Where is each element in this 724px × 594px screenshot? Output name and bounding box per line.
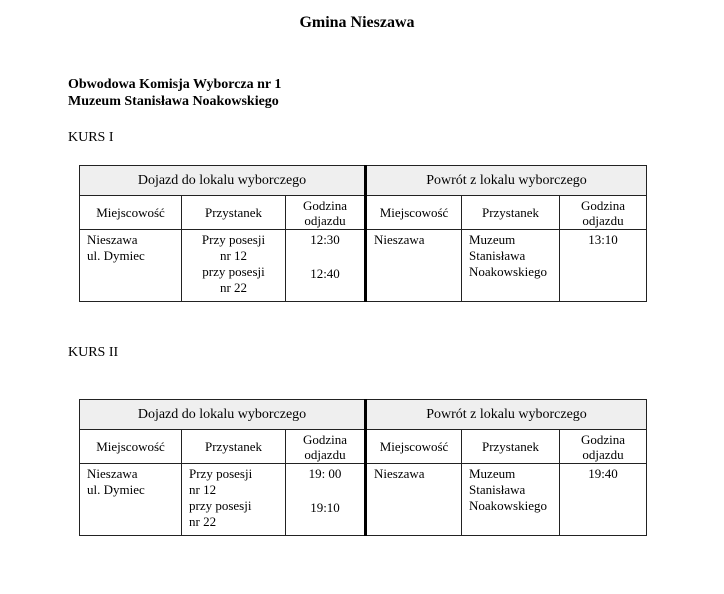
col-godzina-dojazd	[286, 196, 366, 230]
col-przystanek-dojazd: Przystanek	[182, 430, 286, 464]
col-przystanek-powrot: Przystanek	[462, 196, 560, 230]
page-title: Gmina Nieszawa	[299, 14, 415, 31]
dojazd-przystanek-cell	[182, 464, 286, 536]
miejscowosc-street: ul. Dymiec	[87, 248, 145, 263]
powrot-miejscowosc-cell: Nieszawa	[366, 230, 462, 302]
table-column-header-row	[80, 196, 647, 230]
powrot-godzina-cell: 19:40	[560, 464, 647, 536]
kurs-2-label: KURS II	[68, 345, 119, 360]
col-przystanek-powrot: Przystanek	[462, 430, 560, 464]
powrot-header: Powrót z lokalu wyborczego	[366, 400, 647, 430]
przystanek-line: nr 12	[189, 482, 217, 497]
przystanek-line: Przy posesji	[201, 232, 266, 247]
godzina-label: Godzina	[580, 197, 626, 213]
kurs-1-schedule-table	[79, 165, 647, 302]
commission-name: Obwodowa Komisja Wyborcza nr 1	[68, 77, 282, 92]
powrot-header: Powrót z lokalu wyborczego	[366, 166, 647, 196]
dojazd-header: Dojazd do lokalu wyborczego	[80, 400, 366, 430]
table-group-header-row	[80, 400, 647, 430]
przystanek-line: Stanisława	[469, 482, 526, 497]
powrot-godzina-cell: 13:10	[560, 230, 647, 302]
col-godzina-powrot	[560, 196, 647, 230]
przystanek-line: Noakowskiego	[469, 264, 547, 279]
dojazd-godzina-cell	[286, 230, 366, 302]
departure-time: 12:30	[310, 232, 340, 247]
table-column-header-row	[80, 430, 647, 464]
przystanek-line: nr 22	[219, 280, 248, 295]
table-row	[80, 464, 647, 536]
kurs-1-label: KURS I	[68, 130, 114, 145]
przystanek-line: nr 22	[189, 514, 217, 529]
przystanek-line: przy posesji	[189, 498, 252, 513]
dojazd-header: Dojazd do lokalu wyborczego	[80, 166, 366, 196]
godzina-label: Godzina	[302, 431, 348, 447]
departure-time: 12:40	[310, 266, 340, 281]
commission-location: Muzeum Stanisława Noakowskiego	[68, 94, 279, 109]
table-group-header-row	[80, 166, 647, 196]
col-miejscowosc-powrot: Miejscowość	[366, 430, 462, 464]
col-godzina-powrot	[560, 430, 647, 464]
przystanek-line: Noakowskiego	[469, 498, 547, 513]
col-miejscowosc-dojazd: Miejscowość	[80, 196, 182, 230]
miejscowosc-name: Nieszawa	[87, 232, 138, 247]
przystanek-line: przy posesji	[202, 264, 265, 279]
dojazd-przystanek-cell	[182, 230, 286, 302]
kurs-2-schedule-table	[79, 399, 647, 536]
commission-heading	[68, 76, 281, 110]
col-przystanek-dojazd: Przystanek	[182, 196, 286, 230]
przystanek-line: Stanisława	[469, 248, 526, 263]
dojazd-miejscowosc-cell	[80, 464, 182, 536]
odjazdu-label: odjazdu	[582, 212, 624, 228]
powrot-przystanek-cell	[462, 230, 560, 302]
dojazd-godzina-cell	[286, 464, 366, 536]
col-miejscowosc-powrot: Miejscowość	[366, 196, 462, 230]
przystanek-line: nr 12	[219, 248, 248, 263]
przystanek-line: Przy posesji	[189, 466, 253, 481]
odjazdu-label: odjazdu	[304, 212, 346, 228]
miejscowosc-street: ul. Dymiec	[87, 482, 145, 497]
odjazdu-label: odjazdu	[582, 446, 624, 462]
dojazd-miejscowosc-cell	[80, 230, 182, 302]
col-miejscowosc-dojazd: Miejscowość	[80, 430, 182, 464]
przystanek-line: Muzeum	[469, 466, 516, 481]
godzina-label: Godzina	[580, 431, 626, 447]
col-godzina-dojazd	[286, 430, 366, 464]
departure-time: 19: 00	[308, 466, 342, 481]
miejscowosc-name: Nieszawa	[87, 466, 138, 481]
godzina-label: Godzina	[302, 197, 348, 213]
odjazdu-label: odjazdu	[304, 446, 346, 462]
departure-time: 19:10	[310, 500, 340, 515]
powrot-miejscowosc-cell: Nieszawa	[366, 464, 462, 536]
table-row	[80, 230, 647, 302]
powrot-przystanek-cell	[462, 464, 560, 536]
przystanek-line: Muzeum	[469, 232, 516, 247]
